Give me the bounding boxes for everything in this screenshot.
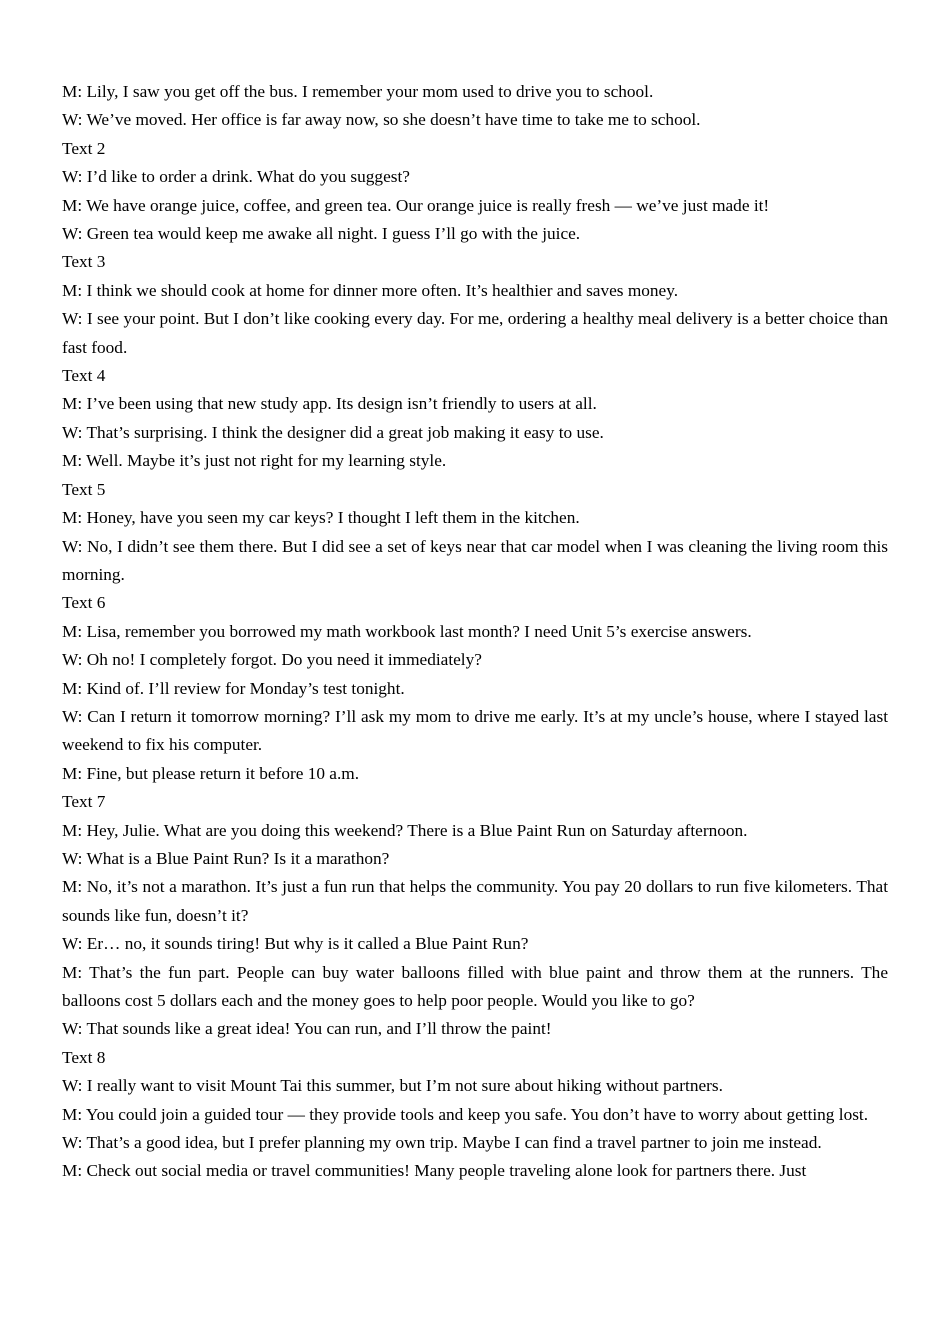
section-heading: Text 5 (62, 479, 106, 499)
dialogue-line: W: Green tea would keep me awake all night. I guess I’ll go with the juice. (62, 224, 581, 244)
section-heading: Text 3 (62, 252, 106, 272)
section-heading: Text 2 (62, 138, 106, 158)
dialogue-line: M: Check out social media or travel communities! Many people traveling alone look for partners there. Just (62, 1161, 807, 1181)
section-heading: Text 4 (62, 366, 106, 386)
dialogue-line: M: That’s the fun part. People can buy water balloons filled with blue paint and throw them at the runners. The balloons cost 5 dollars each and the money goes to help poor people. Would you like to go? (62, 962, 888, 1010)
dialogue-line: M: Kind of. I’ll review for Monday’s test tonight. (62, 678, 405, 698)
dialogue-line: W: Er… no, it sounds tiring! But why is it called a Blue Paint Run? (62, 934, 529, 954)
dialogue-line: M: I think we should cook at home for dinner more often. It’s healthier and saves money. (62, 280, 679, 300)
dialogue-line: W: I see your point. But I don’t like cooking every day. For me, ordering a healthy meal delivery is a better choice than fast food. (62, 309, 888, 357)
dialogue-line: W: What is a Blue Paint Run? Is it a marathon? (62, 848, 390, 868)
dialogue-line: M: I’ve been using that new study app. Its design isn’t friendly to users at all. (62, 394, 597, 414)
transcript-page (62, 78, 888, 1186)
dialogue-line: W: I’d like to order a drink. What do you suggest? (62, 167, 410, 187)
dialogue-line: W: Can I return it tomorrow morning? I’ll ask my mom to drive me early. It’s at my uncle’s house, where I stayed last weekend to fix his computer. (62, 706, 888, 755)
dialogue-line: W: We’ve moved. Her office is far away now, so she doesn’t have time to take me to school. (62, 110, 701, 130)
section-heading: Text 6 (62, 593, 106, 613)
dialogue-line: W: No, I didn’t see them there. But I did see a set of keys near that car model when I was cleaning the living room this morning. (62, 536, 888, 584)
dialogue-line: M: You could join a guided tour — they provide tools and keep you safe. You don’t have to worry about getting lost. (62, 1104, 869, 1124)
dialogue-line: M: Honey, have you seen my car keys? I thought I left them in the kitchen. (62, 508, 580, 528)
dialogue-line: W: That’s a good idea, but I prefer planning my own trip. Maybe I can find a travel partner to join me instead. (62, 1133, 822, 1153)
dialogue-line: W: That’s surprising. I think the designer did a great job making it easy to use. (62, 422, 604, 442)
dialogue-line: M: Hey, Julie. What are you doing this weekend? There is a Blue Paint Run on Saturday afternoon. (62, 820, 748, 840)
dialogue-line: W: That sounds like a great idea! You can run, and I’ll throw the paint! (62, 1019, 552, 1039)
dialogue-line: M: No, it’s not a marathon. It’s just a fun run that helps the community. You pay 20 dollars to run five kilometers. That sounds like fun, doesn’t it? (62, 877, 888, 925)
dialogue-line: M: Fine, but please return it before 10 a.m. (62, 763, 360, 783)
dialogue-line: M: Lisa, remember you borrowed my math workbook last month? I need Unit 5’s exercise answers. (62, 621, 752, 641)
dialogue-line: M: We have orange juice, coffee, and green tea. Our orange juice is really fresh — we’ve just made it! (62, 195, 770, 215)
dialogue-line: M: Lily, I saw you get off the bus. I remember your mom used to drive you to school. (62, 82, 654, 101)
dialogue-line: W: I really want to visit Mount Tai this summer, but I’m not sure about hiking without partners. (62, 1076, 723, 1096)
dialogue-line: W: Oh no! I completely forgot. Do you need it immediately? (62, 650, 482, 670)
section-heading: Text 8 (62, 1047, 106, 1067)
section-heading: Text 7 (62, 792, 106, 812)
dialogue-line: M: Well. Maybe it’s just not right for my learning style. (62, 451, 447, 471)
